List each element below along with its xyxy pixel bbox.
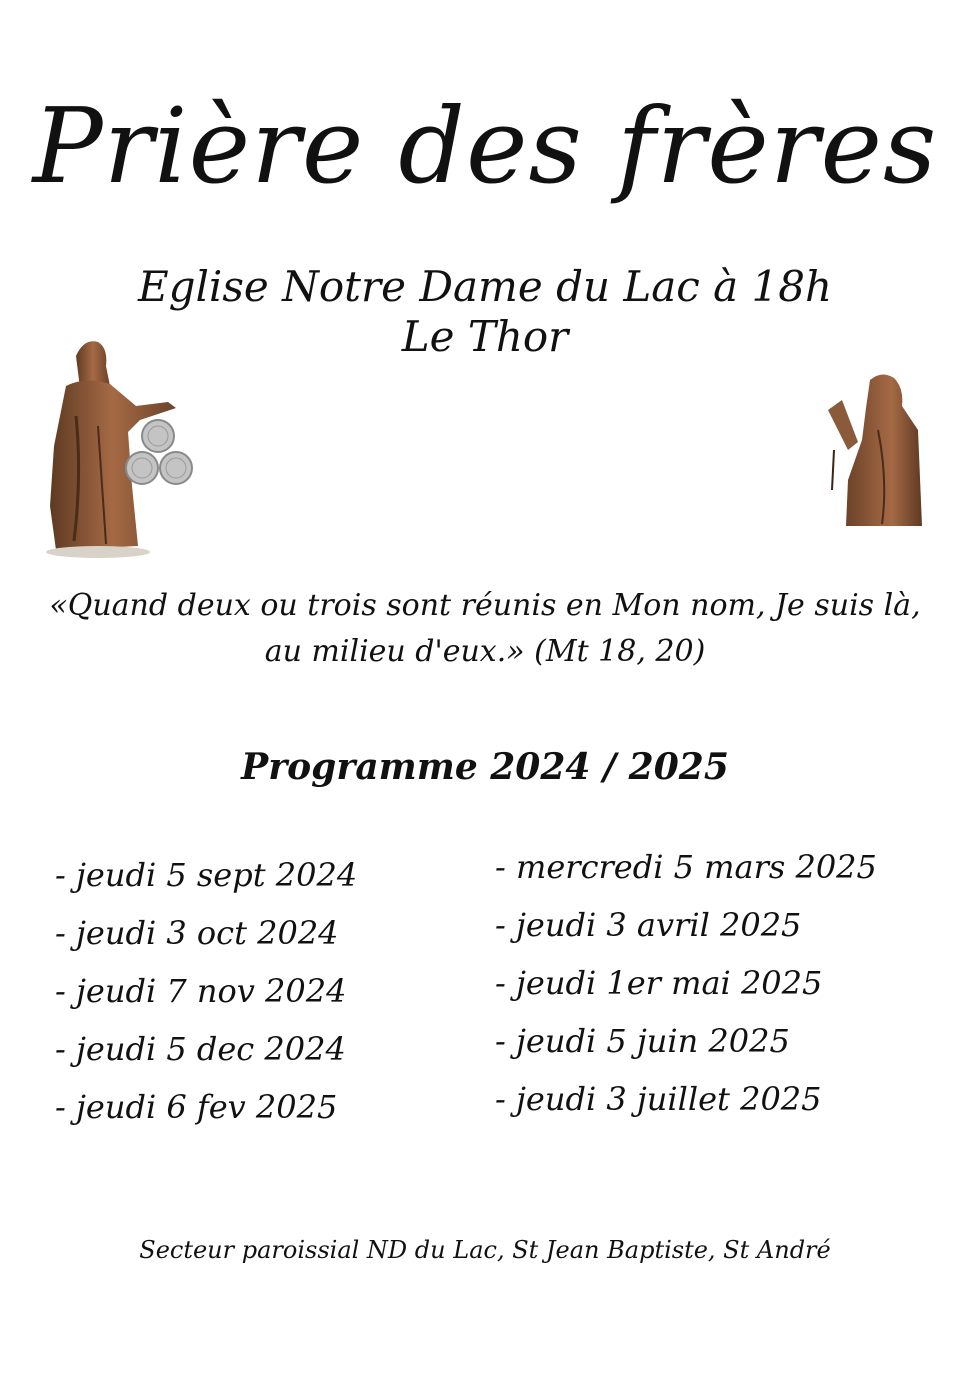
date-item: - jeudi 5 sept 2024 xyxy=(55,856,358,894)
date-item: - jeudi 3 juillet 2025 xyxy=(495,1080,822,1118)
bible-quote-line2: au milieu d'eux.» (Mt 18, 20) xyxy=(264,634,706,669)
church-location: Eglise Notre Dame du Lac à 18h xyxy=(137,262,833,311)
date-item: - jeudi 3 avril 2025 xyxy=(495,906,802,944)
date-item: - jeudi 1er mai 2025 xyxy=(495,964,823,1002)
dates-column-right xyxy=(495,838,877,1128)
dates-column-left xyxy=(55,846,357,1136)
page-title: Prière des frères xyxy=(32,85,938,207)
town-name: Le Thor xyxy=(401,312,569,361)
date-item: - mercredi 5 mars 2025 xyxy=(495,848,877,886)
standing-statue-with-medals-icon xyxy=(36,336,206,561)
date-item: - jeudi 5 juin 2025 xyxy=(495,1022,790,1060)
bible-quote-line1: «Quand deux ou trois sont réunis en Mon nom, Je suis là, xyxy=(49,588,921,623)
date-item: - jeudi 5 dec 2024 xyxy=(55,1030,346,1068)
parish-sector-footer: Secteur paroissial ND du Lac, St Jean Baptiste, St André xyxy=(139,1236,831,1264)
date-item: - jeudi 3 oct 2024 xyxy=(55,914,339,952)
praying-statue-icon xyxy=(818,370,928,530)
date-item: - jeudi 7 nov 2024 xyxy=(55,972,347,1010)
program-heading: Programme 2024 / 2025 xyxy=(241,746,729,788)
date-item: - jeudi 6 fev 2025 xyxy=(55,1088,338,1126)
